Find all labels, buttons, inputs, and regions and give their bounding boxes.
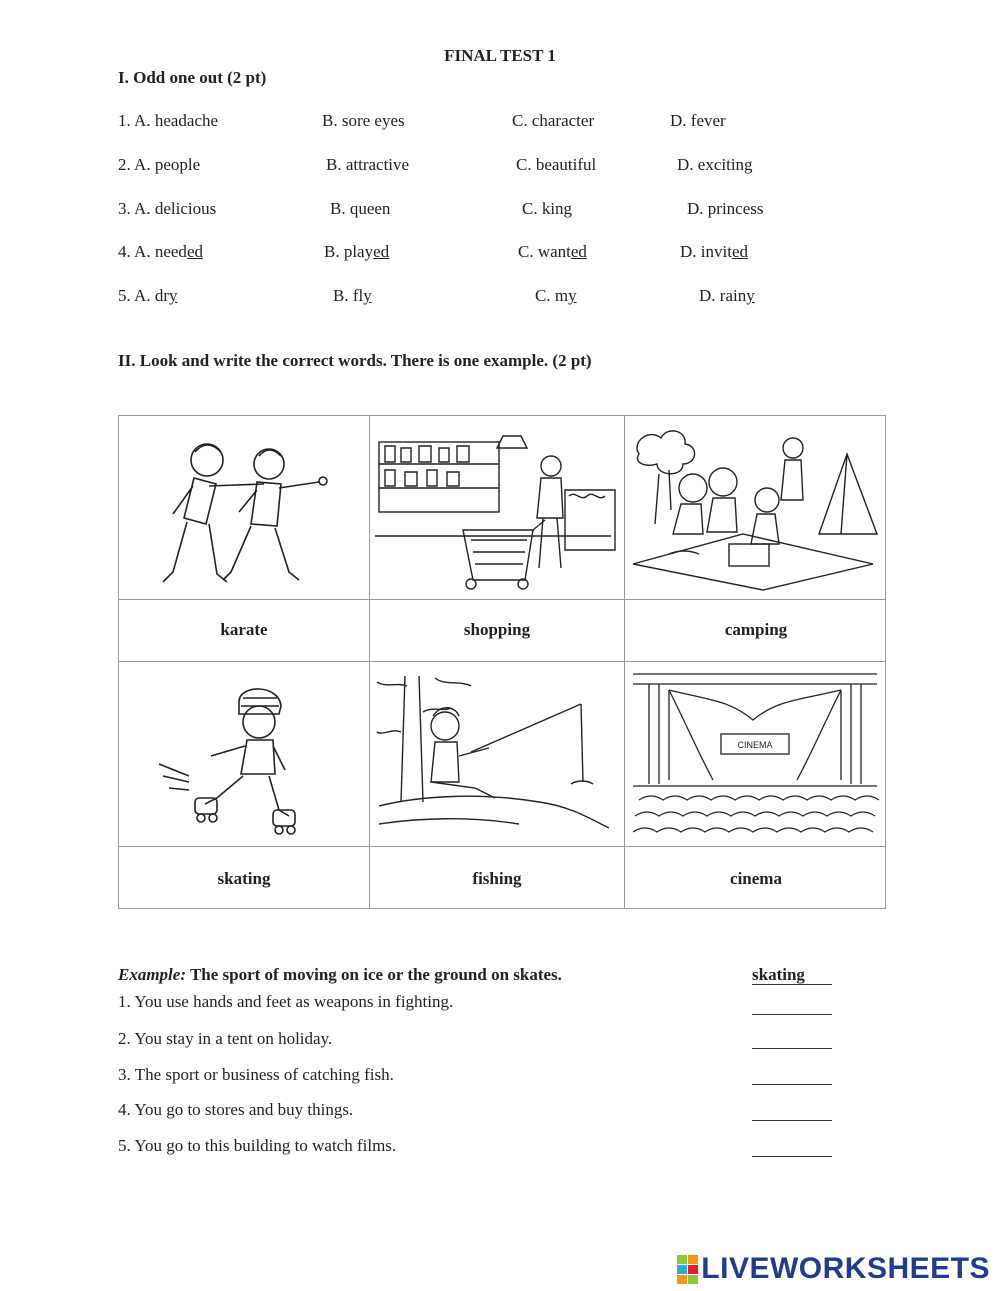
section-1-heading: I. Odd one out (2 pt) [118, 68, 267, 87]
answer-blank-3[interactable] [752, 1070, 832, 1090]
q3-option-c: C. king [522, 199, 573, 218]
skating-picture [155, 672, 345, 842]
picture-table [118, 415, 886, 909]
label-cinema: cinema [730, 869, 782, 888]
table-divider [119, 599, 885, 600]
shopping-picture [375, 426, 619, 594]
q4-option-a: 4. A. needed [118, 242, 203, 261]
q5-option-d: D. rainy [699, 286, 755, 305]
label-fishing: fishing [472, 869, 522, 888]
fishing-picture [375, 672, 619, 842]
sentence-1: 1. You use hands and feet as weapons in fighting. [118, 992, 454, 1011]
q4-option-b: B. played [324, 242, 390, 261]
label-skating: skating [217, 869, 271, 888]
cinema-sign: CINEMA [737, 740, 773, 750]
q5-option-b: B. fly [333, 286, 372, 305]
logo-text: LIVEWORKSHEETS [701, 1252, 990, 1285]
sentence-3: 3. The sport or business of catching fish. [118, 1065, 394, 1084]
cinema-picture [629, 670, 881, 842]
q2-option-b: B. attractive [326, 155, 410, 174]
section-2-heading: II. Look and write the correct words. There is one example. (2 pt) [118, 351, 592, 370]
liveworksheets-logo [677, 1252, 990, 1286]
q1-option-d: D. fever [670, 111, 726, 130]
label-shopping: shopping [463, 620, 531, 639]
q3-option-b: B. queen [330, 199, 391, 218]
example-answer: skating [752, 965, 832, 985]
q1-option-a: 1. A. headache [118, 111, 219, 130]
q5-option-c: C. my [535, 286, 577, 305]
table-divider [369, 416, 370, 908]
logo-blocks-icon [677, 1255, 699, 1285]
q2-option-c: C. beautiful [516, 155, 597, 174]
table-divider [624, 416, 625, 908]
karate-picture [139, 430, 349, 590]
q3-option-a: 3. A. delicious [118, 199, 217, 218]
q4-option-d: D. invited [680, 242, 748, 261]
table-divider [119, 846, 885, 847]
q2-option-a: 2. A. people [118, 155, 201, 174]
q1-option-b: B. sore eyes [322, 111, 405, 130]
sentence-5: 5. You go to this building to watch films. [118, 1136, 397, 1155]
q3-option-d: D. princess [687, 199, 764, 218]
sentence-4: 4. You go to stores and buy things. [118, 1100, 354, 1119]
sentence-2: 2. You stay in a tent on holiday. [118, 1029, 333, 1048]
answer-blank-4[interactable] [752, 1106, 832, 1126]
q2-option-d: D. exciting [677, 155, 753, 174]
label-karate: karate [220, 620, 268, 639]
answer-blank-2[interactable] [752, 1034, 832, 1054]
page-title: FINAL TEST 1 [444, 46, 556, 65]
q4-option-c: C. wanted [518, 242, 587, 261]
camping-picture [629, 424, 881, 594]
answer-blank-5[interactable] [752, 1142, 832, 1162]
answer-blank-1[interactable] [752, 1000, 832, 1020]
label-camping: camping [724, 620, 788, 639]
example-line: Example: The sport of moving on ice or the ground on skates. [118, 965, 562, 984]
q5-option-a: 5. A. dry [118, 286, 178, 305]
q1-option-c: C. character [512, 111, 595, 130]
table-divider [119, 661, 885, 662]
